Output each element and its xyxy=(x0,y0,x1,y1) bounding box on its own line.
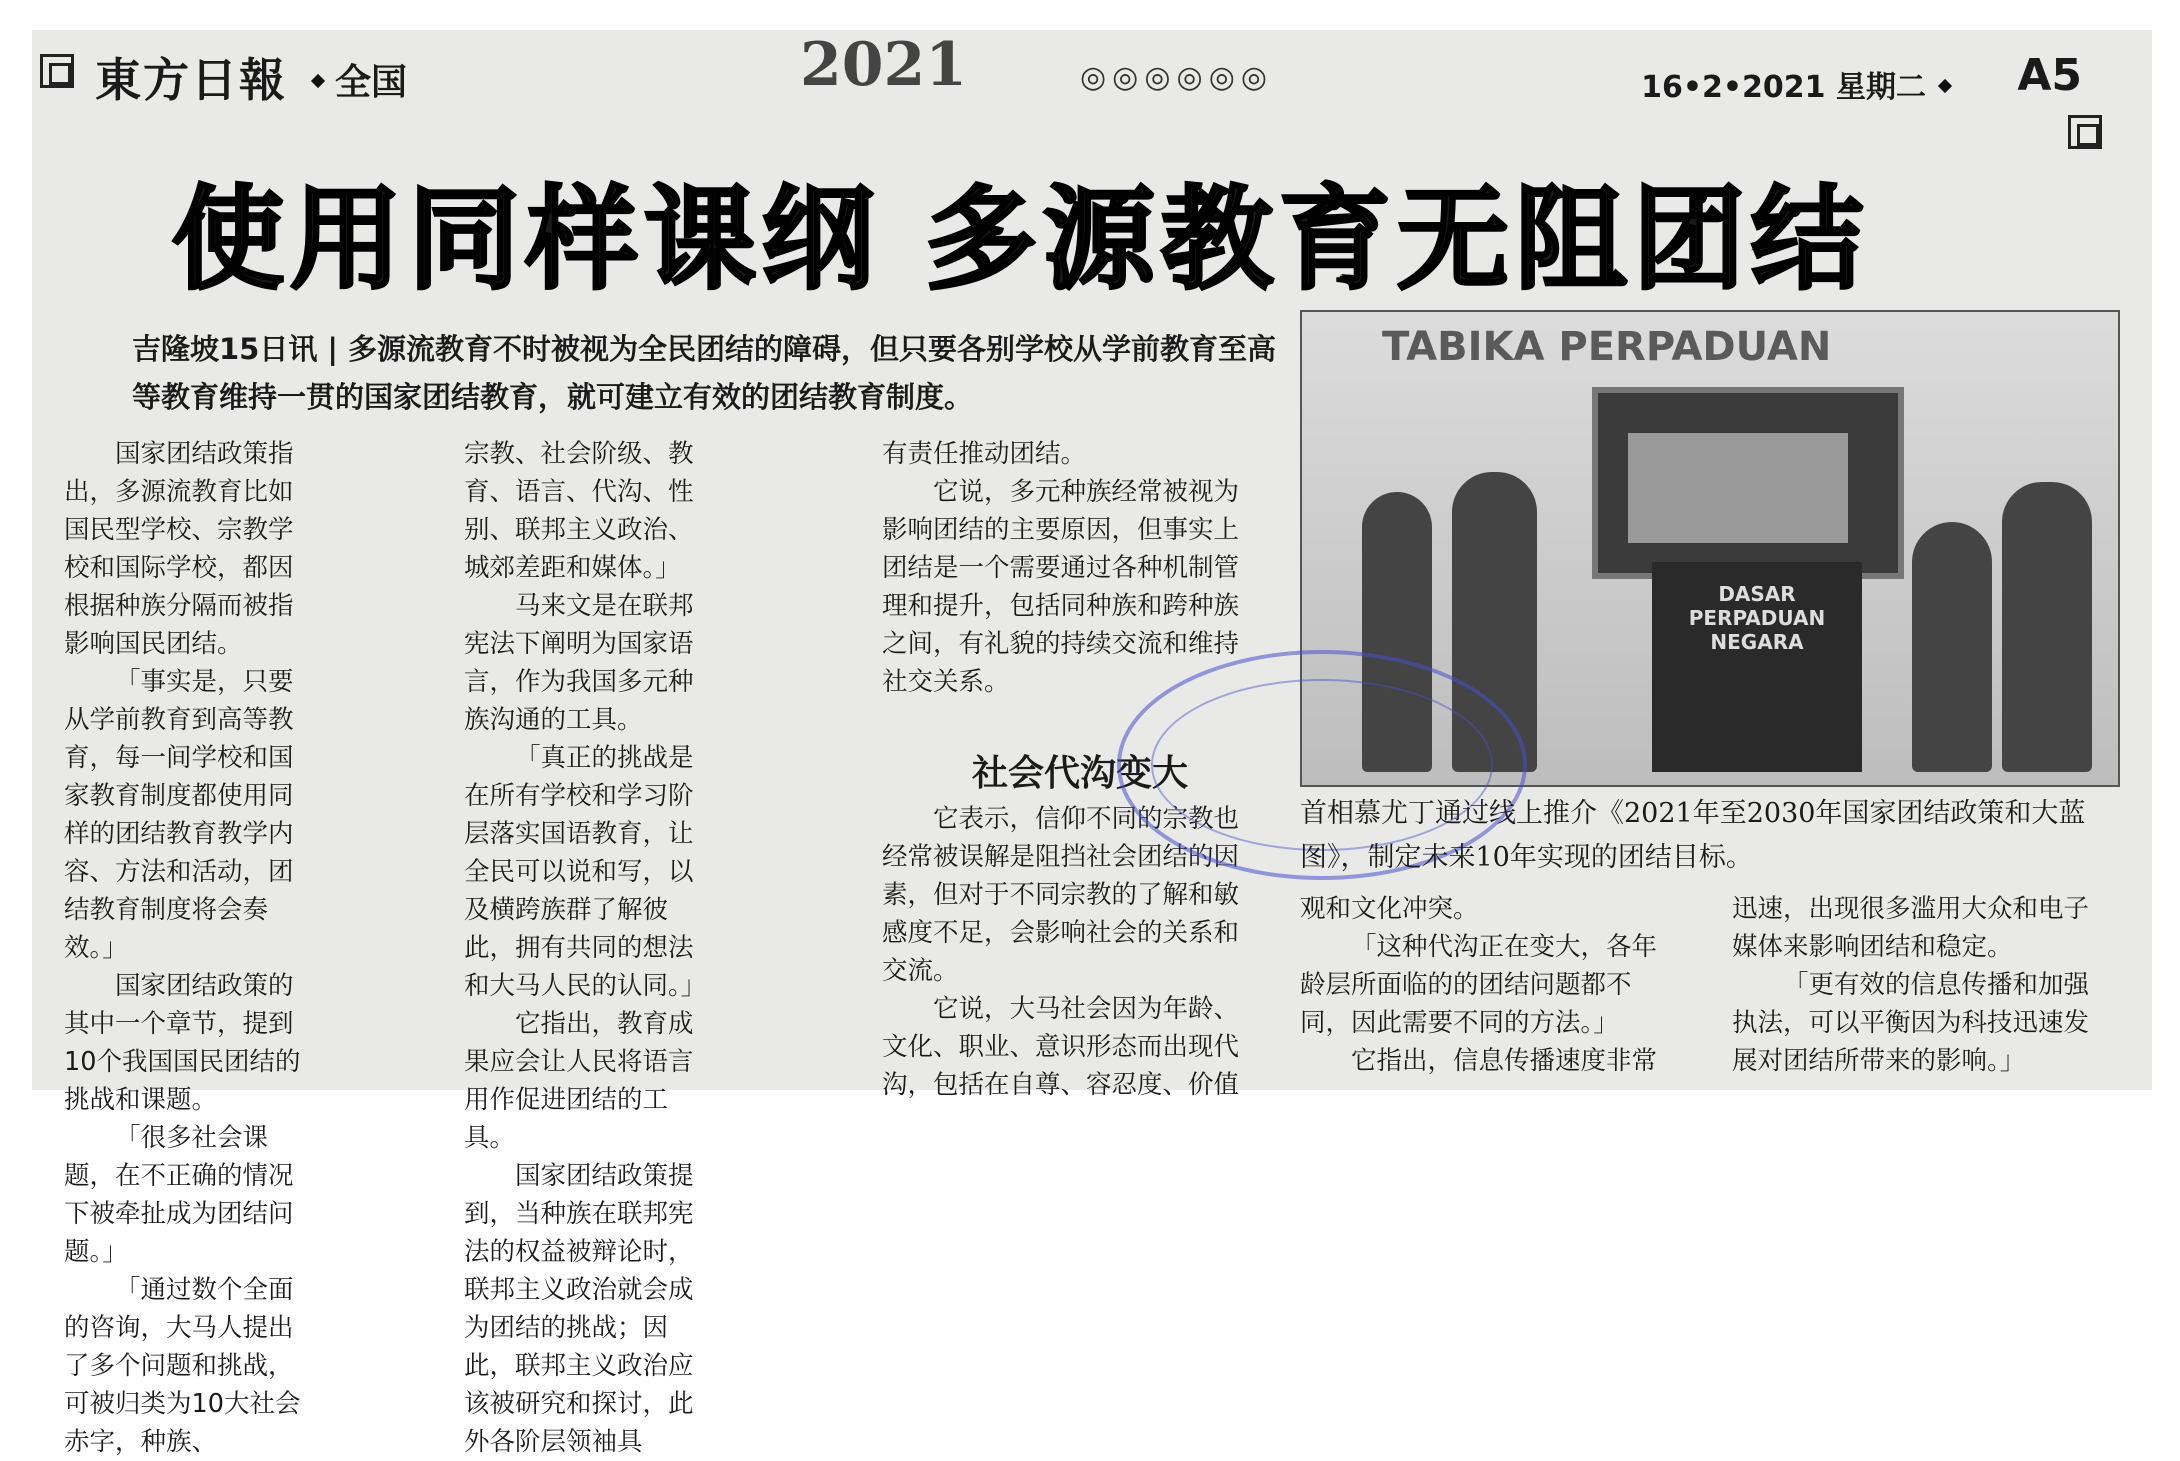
photo-banner: DASAR PERPADUAN NEGARA xyxy=(1652,562,1862,772)
issue-date xyxy=(1641,62,1962,106)
square-ornament-icon xyxy=(2068,115,2102,149)
lead-paragraph: 吉隆坡15日讯 | 多源流教育不时被视为全民团结的障碍，但只要各别学校从学前教育至高等教育维持一贯的国家团结教育，就可建立有效的团结教育制度。 xyxy=(132,332,1276,414)
coin-ornament-icon: ◎◎◎◎◎◎ xyxy=(1080,60,1274,95)
subheading: 社会代沟变大 xyxy=(972,753,1189,794)
paragraph: 它说，多元种族经常被视为影响团结的主要原因，但事实上团结是一个需要通过各种机制管理和提升，包括同种族和跨种族之间，有礼貌的持续交流和维持社交关系。 xyxy=(882,477,1240,697)
paragraph: 它指出，信息传播速度非常 xyxy=(1351,1046,1658,1076)
page-number: A5 xyxy=(2017,50,2082,101)
paragraph: 它表示，信仰不同的宗教也经常被误解是阻挡社会团结的因素，但对于不同宗教的了解和敏感度不足，会影响社会的关系和交流。 xyxy=(882,804,1240,986)
paragraph: 有责任推动团结。 xyxy=(882,439,1087,469)
newspaper-logo: 東方日報 xyxy=(95,53,287,107)
paragraph: 它说，大马社会因为年龄、文化、职业、意识形态而出现代沟，包括在自尊、容忍度、价值 xyxy=(882,994,1240,1100)
article-column-4 xyxy=(1300,890,1675,1080)
lead-text: 多源流教育不时被视为全民团结的障碍，但只要各别学校从学前教育至高等教育维持一贯的国家团结教育，就可建立有效的团结教育制度。 xyxy=(132,332,1276,414)
paragraph: 迅速，出现很多滥用大众和电子媒体来影响团结和稳定。 xyxy=(1732,894,2090,962)
article-column-5 xyxy=(1732,890,2112,1080)
dateline: 吉隆坡15日讯 xyxy=(132,332,318,366)
child-figure xyxy=(1912,522,1992,772)
paragraph: 它指出，教育成果应会让人民将语言用作促进团结的工具。 xyxy=(464,1009,694,1153)
paragraph: 国家团结政策指出，多源流教育比如国民型学校、宗教学校和国际学校，都因根据种族分隔而被指影响国民团结。 xyxy=(64,439,294,659)
tv-screen xyxy=(1592,387,1904,579)
year-ornament: 2021 xyxy=(800,30,967,100)
newspaper-page xyxy=(32,30,2152,1457)
date-text: 16•2•2021 星期二 xyxy=(1641,70,1926,105)
child-figure xyxy=(2002,482,2092,772)
photo-sign: TABIKA PERPADUAN xyxy=(1382,324,1832,370)
masthead xyxy=(40,30,2142,120)
paragraph: 「事实是，只要从学前教育到高等教育，每一间学校和国家教育制度都使用同样的团结教育教学内容、方法和活动，团结教育制度将会奏效。」 xyxy=(64,667,294,963)
headline: 使用同样课纲 多源教育无阻团结 xyxy=(172,175,1869,305)
section-name: 全国 xyxy=(335,62,408,103)
square-ornament-icon xyxy=(40,54,74,88)
photo-caption: 首相慕尤丁通过线上推介《2021年至2030年国家团结政策和大蓝图》，制定未来10年实现的团结目标。 xyxy=(1300,798,2086,873)
paragraph: 宗教、社会阶级、教育、语言、代沟、性别、联邦主义政治、城郊差距和媒体。」 xyxy=(464,439,694,583)
paragraph: 国家团结政策的其中一个章节，提到10个我国国民团结的挑战和课题。 xyxy=(64,971,301,1115)
paragraph: 国家团结政策提到，当种族在联邦宪法的权益被辩论时，联邦主义政治就会成为团结的挑战；因此，联邦主义政治应该被研究和探讨，此外各阶层领袖具 xyxy=(464,1161,694,1457)
article-column-2 xyxy=(464,435,714,1461)
paragraph: 「更有效的信息传播和加强执法，可以平衡因为科技迅速发展对团结所带来的影响。」 xyxy=(1732,970,2090,1076)
paragraph: 「通过数个全面的咨询，大马人提出了多个问题和挑战，可被归类为10大社会赤字，种族、 xyxy=(64,1275,301,1457)
paragraph: 观和文化冲突。 xyxy=(1300,894,1479,924)
section-label xyxy=(305,54,407,105)
article-column-1 xyxy=(64,435,314,1461)
paragraph: 「真正的挑战是在所有学校和学习阶层落实国语教育，让全民可以说和写，以及横跨族群了解彼此，拥有共同的想法和大马人民的认同。」 xyxy=(464,743,707,1001)
article-column-3 xyxy=(882,435,1257,701)
paragraph: 「很多社会课题，在不正确的情况下被牵扯成为团结问题。」 xyxy=(64,1123,294,1267)
paragraph: 马来文是在联邦宪法下阐明为国家语言，作为我国多元种族沟通的工具。 xyxy=(464,591,694,735)
paragraph: 「这种代沟正在变大，各年龄层所面临的的团结问题都不同，因此需要不同的方法。」 xyxy=(1300,932,1658,1038)
